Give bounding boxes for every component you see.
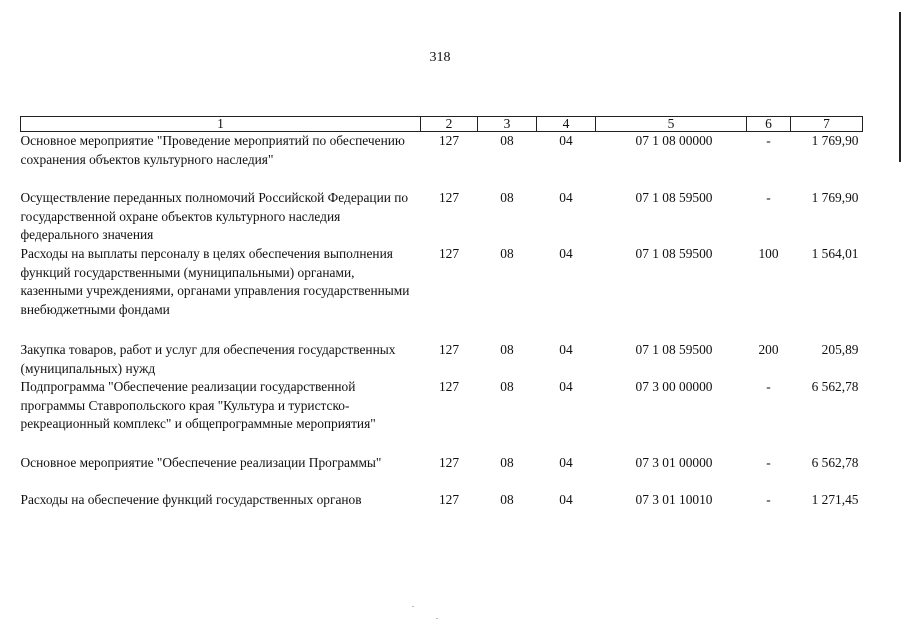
budget-table <box>20 116 863 510</box>
header-col-4: 4 <box>537 117 596 132</box>
row-name: Расходы на обеспечение функций государственных органов <box>20 492 362 507</box>
row-amount: 1 564,01 <box>811 246 859 261</box>
header-col-2: 2 <box>421 117 478 132</box>
row-subsection-code: 04 <box>559 246 573 261</box>
row-ministry-code: 127 <box>438 190 460 205</box>
table-row <box>21 341 863 378</box>
row-subsection-code: 04 <box>559 492 573 507</box>
row-expense-type: - <box>766 133 771 148</box>
row-subsection-code: 04 <box>559 342 573 357</box>
row-subsection-code: 04 <box>559 379 573 394</box>
header-col-3: 3 <box>478 117 537 132</box>
header-col-1: 1 <box>21 117 421 132</box>
page-number: 318 <box>429 50 451 65</box>
row-name: Расходы на выплаты персоналу в целях обеспечения выполнения функций государственными (муниципальными) органами, казенными учреждениями, органами управления государственными внебюджетными фондами <box>20 246 410 317</box>
row-amount: 6 562,78 <box>811 379 859 394</box>
row-expense-type: - <box>766 492 771 507</box>
row-target-code: 07 3 01 10010 <box>635 492 713 507</box>
row-subsection-code: 04 <box>559 190 573 205</box>
table-row <box>21 189 863 245</box>
row-target-code: 07 3 00 00000 <box>635 379 713 394</box>
row-amount: 1 271,45 <box>811 492 859 507</box>
row-target-code: 07 1 08 59500 <box>635 190 713 205</box>
row-name: Осуществление переданных полномочий Российской Федерации по государственной охране объектов культурного наследия федерального значения <box>20 190 409 242</box>
row-amount: 1 769,90 <box>811 133 859 148</box>
row-expense-type: - <box>766 455 771 470</box>
table-row <box>21 378 863 454</box>
header-col-5: 5 <box>596 117 747 132</box>
row-expense-type: - <box>766 379 771 394</box>
header-col-7: 7 <box>791 117 863 132</box>
table-header-row <box>21 117 863 132</box>
header-col-6: 6 <box>747 117 791 132</box>
row-subsection-code: 04 <box>559 133 573 148</box>
row-section-code: 08 <box>500 190 514 205</box>
row-section-code: 08 <box>500 133 514 148</box>
table-row <box>21 245 863 341</box>
page-edge-rule <box>899 12 901 162</box>
row-target-code: 07 1 08 59500 <box>635 246 713 261</box>
row-target-code: 07 1 08 59500 <box>635 342 713 357</box>
row-expense-type: 200 <box>758 342 779 357</box>
row-subsection-code: 04 <box>559 455 573 470</box>
row-ministry-code: 127 <box>438 133 460 148</box>
row-section-code: 08 <box>500 342 514 357</box>
table-row <box>21 491 863 510</box>
row-section-code: 08 <box>500 455 514 470</box>
row-ministry-code: 127 <box>438 455 460 470</box>
row-name: Основное мероприятие "Обеспечение реализации Программы" <box>20 455 382 470</box>
scan-speck <box>412 606 414 607</box>
row-ministry-code: 127 <box>438 342 460 357</box>
row-section-code: 08 <box>500 379 514 394</box>
row-target-code: 07 1 08 00000 <box>635 133 713 148</box>
row-amount: 6 562,78 <box>811 455 859 470</box>
row-section-code: 08 <box>500 246 514 261</box>
row-name: Подпрограмма "Обеспечение реализации государственной программы Ставропольского края "Культура и туристско-рекреационный комплекс" и общепрограммные мероприятия" <box>20 379 376 431</box>
table-row <box>21 132 863 190</box>
row-expense-type: 100 <box>758 246 779 261</box>
row-target-code: 07 3 01 00000 <box>635 455 713 470</box>
row-name: Закупка товаров, работ и услуг для обеспечения государственных (муниципальных) нужд <box>20 342 396 376</box>
row-ministry-code: 127 <box>438 246 460 261</box>
table-row <box>21 454 863 491</box>
row-ministry-code: 127 <box>438 492 460 507</box>
row-amount: 205,89 <box>821 342 859 357</box>
scan-speck <box>436 618 438 619</box>
row-section-code: 08 <box>500 492 514 507</box>
row-ministry-code: 127 <box>438 379 460 394</box>
row-expense-type: - <box>766 190 771 205</box>
row-amount: 1 769,90 <box>811 190 859 205</box>
row-name: Основное мероприятие "Проведение мероприятий по обеспечению сохранения объектов культурного наследия" <box>20 133 405 167</box>
